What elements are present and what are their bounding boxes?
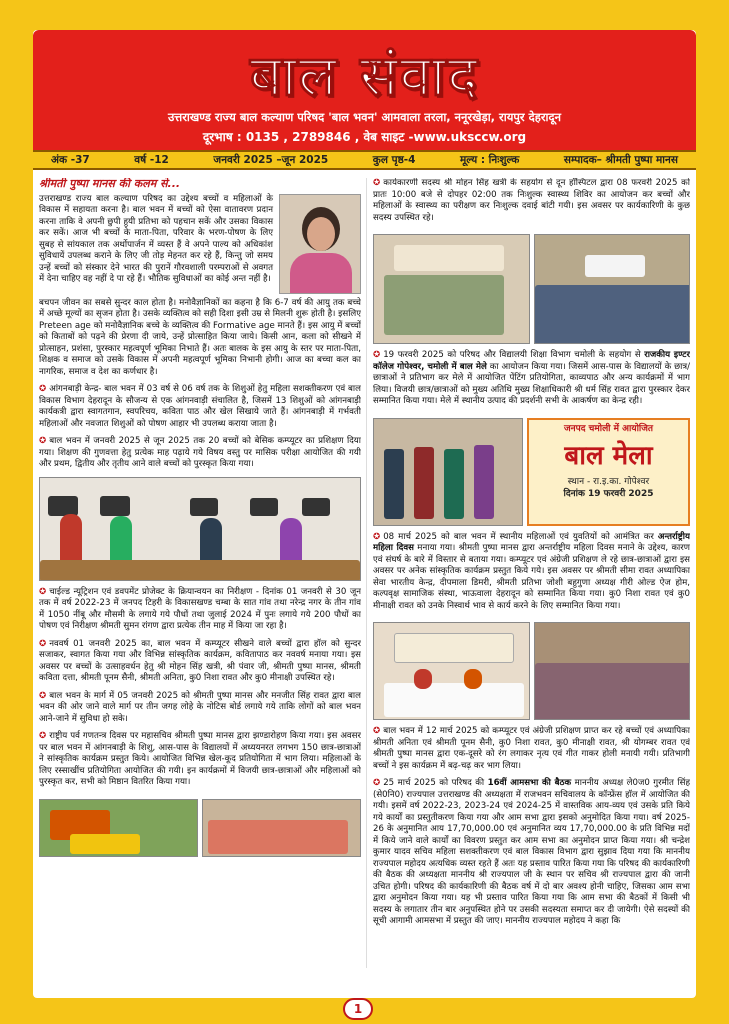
computer-class-photo	[39, 477, 361, 581]
banner-main: बाल मेला	[564, 441, 653, 471]
bullet-icon: ✪	[39, 731, 47, 741]
masthead	[33, 30, 696, 150]
holi-text: बाल भवन में 12 मार्च 2025 को कम्प्यूटर एवं अंग्रेजी प्रशिक्षण प्राप्त कर रहे बच्चों एवं अध्यापिका श्रीमती अनिता एवं श्रीमती पूनम सैनी, कु0 निशा रावत, कु0 मीनाक्षी रावत, श्री योगम्बर रावत एवं श्रीमती पुष्पा मानस द्वारा एक-दूसरे को रंग लगाकर नृत्य एवं गीत गाकर होली मनायी गयी। प्रतिभागी बच्चों ने इस कार्यक्रम में बढ़-चढ़ कर भाग लिया।	[373, 726, 690, 771]
computer-training-text: बाल भवन में जनवरी 2025 से जून 2025 तक 20 बच्चों को बेसिक कम्प्यूटर का प्रशिक्षण दिया गया। शिक्षण की गुणवत्ता हेतु प्रत्येक माह पढ़ाये गये विषय वस्तु पर मासिक परीक्षा आयोजित की गयी और प्रथम, द्वितीय और तृतीय आने वाले बच्चों को पुरस्कृत किया गया।	[39, 436, 361, 469]
banner-title: जनपद चमोली में आयोजित	[563, 423, 654, 434]
nutrition-project-text: चाईल्ड न्यूट्रिशन एवं डवपमेंट प्रोजेक्ट के क्रियान्वयन का निरीक्षण - दिनांक 01 जनवरी से 30 जून तक में वर्ष 2022-23 में जनपद टिहरी के विकासखण्ड चम्बा के सात गांव तथा नरेन्द्र नगर के तीन गांव में 1050 नींबू और मौसमी के लगाये गये पौधों तथा जुलाई 2024 में पुनः लगाये गये 200 पौधों का पोषण एवं निरीक्षण श्रीमती सुमन रांगण द्वारा प्रत्येक तीन माह में किया जा रहा है।	[39, 586, 361, 631]
issue-year: वर्ष -12	[134, 154, 169, 166]
health-camp-text: कार्यकारणी सदस्य श्री मोहन सिंह खत्री के सहयोग से दून हॉस्पिटल द्वारा 08 फरवरी 2025 को प्रातः 10:00 बजे से दोपहर 02:00 तक निःशुल्क स्वास्थ्य शिविर का आयोजन कर बच्चों और महिलाओं के स्वास्थ्य का परीक्षण कर निःशुल्क दवाई बांटी गयी। इस अवसर पर कार्यकारिणी के कुछ सदस्य उपस्थित रहे।	[373, 178, 690, 223]
editor: सम्पादक– श्रीमती पुष्पा मानस	[563, 154, 678, 166]
bullet-icon: ✪	[373, 778, 381, 788]
bal-mela-venue: राजकीय इण्टर कॉलेज गोपेश्वर, चमोली में बाल मेले	[373, 350, 690, 372]
agm-text-2: माननीय अध्यक्ष ले0ज0 गुरमीत सिंह (से0नि0) राज्यपाल उत्तराखण्ड की अध्यक्षता में राजभवन सचिवालय के कॉन्फ्रेंस हॉल में आयोजित की गयी। इसमें वर्ष 2022-23, 2023-24 एवं 2024-25 में वास्तविक आय-व्यय एवं उसके प्रति किये गये कार्यों का प्रस्तुतीकरण किया गया और आम सभा द्वारा इसको अनुमोदित किया गया। वर्ष 2025-26 के अनुमानित आय 17,70,000.00 एवं अनुमानित व्यय 17,70,000.00 के प्रति विभिन्न मदों में किये जाने वाले कार्यों का विवरण प्रस्तुत कर आम सभा का अनुमोदन प्राप्त किया गया। श्री चन्द्रेश कुमार यादव सचिव महिला सशक्तीकरण एवं बाल विकास विभाग द्वारा सुझाव दिया गया कि माननीय राज्यपाल महोदय अत्यधिक व्यस्त रहते हैं अतः यह प्रस्ताव पारित किया गया कि परिषद की कार्यकारिणी की बैठक की अध्यक्षता माननीय श्री राज्यपाल जी के स्थान पर सचिव श्री राज्यपाल द्वारा की जानी उचित होगी। परिषद की कार्यकारिणी की बैठक वर्ष में दो बार अवश्य होनी चाहिए, जिसका आम सभा द्वारा अनुमोदन किया गया। यह भी प्रस्ताव पारित किया गया कि आम सभा की बैठकों में किसी भी सदस्य के लगातार तीन बार अनुपस्थित होने पर उसकी सदस्यता समाप्त कर दी जायेगी। ऐसे सदस्यों की सूची आगामी आमसभा में प्रस्तुत की जाए। माननीय राज्यपाल महोदय ने कहा कि	[373, 778, 690, 926]
bullet-icon: ✪	[39, 586, 47, 597]
republic-day-photo-2	[202, 799, 361, 857]
womens-day-title: अन्तर्राष्ट्रीय महिला दिवस	[373, 531, 690, 553]
bal-mela-text-2: का आयोजन किया गया। जिसमें आस-पास के विद्यालयों के छात्र/छात्राओं ने प्रतिभाग कर मेले में आयोजित पेंटिंग प्रतियोगिता, काव्यपाठ और अन्य कार्यक्रमों में भाग लिया। विजयी छात्र/छात्राओं को मुख्य अतिथि मुख्य शिक्षाधिकारी श्री धर्म सिंह रावत द्वारा पुरस्कार देकर सम्मानित किया गया। मेले में स्थानीय उत्पाद की प्रदर्शनी सभी के आकर्षण का केन्द्र रही।	[373, 361, 690, 406]
banner-venue: स्थान - रा.इ.का. गोपेश्वर	[567, 477, 650, 487]
bullet-icon: ✪	[373, 350, 381, 360]
page-number: 1	[343, 998, 373, 1020]
womens-day-photo-1	[373, 622, 530, 720]
editor-portrait	[279, 194, 361, 294]
bal-mela-photo	[373, 418, 523, 526]
editorial-paragraph-2: बचपन जीवन का सबसे सुन्दर काल होता है। मनोवैज्ञानिकों का कहना है कि 6-7 वर्ष की आयु तक बच्चे में अच्छे मूल्यों का सृजन होता है। उसके व्यक्तित्व को सही दिशा इसी उम्र से मिलनी शुरू होती है। इसलिए Preteen age को मनोवैज्ञानिक बच्चे के व्यक्तित्व की Formative age मानते हैं। इस आयु में बच्चों को किताबों को पढ़ने की प्रेरणा दी जाये, उन्हें प्रोत्साहित किया जाये। किसी आन, कला को सीखने में प्रोत्साहन, प्रशंसा, पुरस्कार महत्वपूर्ण भूमिका निभाते हैं। अतः बालक के इस आयु के स्तर पर माता-पिता, शिक्षक व समाज को उसके विकास में अपनी महत्वपूर्ण भूमिका निभानी होगी। आज का बच्चा कल का नागरिक, समाज व देश का कर्णधार है।	[39, 297, 361, 377]
health-camp-photo-2	[534, 234, 691, 344]
bullet-icon: ✪	[39, 384, 47, 394]
newsletter-page	[33, 30, 696, 998]
bullet-icon: ✪	[39, 436, 47, 446]
editorial-heading: श्रीमती पुष्पा मानस की कलम से...	[39, 178, 181, 190]
issue-info-bar	[33, 150, 696, 170]
republic-day-text: राष्ट्रीय पर्व गणतन्त्र दिवस पर महासचिव श्रीमती पुष्पा मानस द्वारा झण्डारोहण किया गया। इस अवसर पर बाल भवन में आंगनबाड़ी के शिशु, आस-पास के विद्यालयों में अध्ययनरत लगभग 150 छात्र-छात्राओं ने सांस्कृतिक कार्यक्रम प्रस्तुत किये। आयोजित विभिन्न खेल-कूद प्रतियोगिता में भाग लिया। महिलाओं के लिए रस्साखींच प्रतियोगिता आयोजित की गयी। इन कार्यक्रमों में विजयी छात्र-छात्राओं और महिलाओं को पुरस्कृत कर, सभी को मिष्ठान वितरित किया गया।	[39, 731, 361, 787]
price: मूल्य : निःशुल्क	[460, 154, 520, 166]
anganwadi-text: आंगनबाड़ी केन्द्र- बाल भवन में 03 वर्ष से 06 वर्ष तक के शिशुओं हेतु महिला सशक्तीकरण एवं बाल विकास विभाग देहरादून के सौजन्य से एक आंगनवाड़ी संचालित है, जिसमें 13 शिशुओं को आंगनबाड़ी कार्यकत्री द्वारा स्वागतगान, स्वपरिचय, कविता पाठ और खेल सिखाये जाते हैं। आंगनबाड़ी में गर्भवती महिलाओं और नवजात शिशुओं को पोषण आहार भी उपलब्ध कराया जाता है।	[39, 384, 361, 429]
womens-day-photo-2	[534, 622, 691, 720]
bal-mela-banner	[527, 418, 690, 526]
bullet-icon: ✪	[373, 726, 381, 736]
left-column	[39, 178, 361, 968]
bal-mela-text-1: 19 फरवरी 2025 को परिषद और विद्यालयी शिक्षा विभाग चमोली के सहयोग से	[383, 350, 645, 360]
notice-board-text: बाल भवन के मार्ग में 05 जनवरी 2025 को श्रीमती पुष्पा मानस और मनजीत सिंह रावत द्वारा बाल भवन की ओर जाने वाले मार्ग पर तीन जगह लोहे के नोटिस बोर्ड लगाये गये ताकि लोगों को बाल भवन आने-जाने में सुविधा हो सके।	[39, 690, 361, 724]
agm-title: 16वीं आमसभा की बैठक	[487, 778, 572, 788]
organization-line: उत्तराखण्ड राज्य बाल कल्याण परिषद 'बाल भवन' आमवाला तरला, ननूरखेड़ा, रायपुर देहरादून	[167, 110, 562, 124]
contact-line: दूरभाष : 0135 , 2789846 , वेब साइट -www.ukscсw.org	[202, 130, 527, 144]
bullet-icon: ✪	[39, 638, 47, 649]
republic-day-photo-1	[39, 799, 198, 857]
bullet-icon: ✪	[39, 690, 47, 701]
column-divider	[366, 178, 367, 968]
bullet-icon: ✪	[373, 178, 381, 188]
banner-date: दिनांक 19 फरवरी 2025	[563, 488, 654, 499]
health-camp-photo-1	[373, 234, 530, 344]
page-count: कुल पृष्ठ-4	[372, 154, 416, 166]
womens-day-text-2: मनाया गया। श्रीमती पुष्पा मानस द्वारा अन्तर्राष्ट्रीय महिला दिवस मनाने के उद्देश्य, कारण एवं संघर्ष के बारे में विस्तार से बताया गया। कम्प्यूटर एवं अंग्रेजी प्रशिक्षण ले रहे छात्र-छात्राओं द्वारा इस अवसर पर अनेक सांस्कृतिक कार्यक्रम प्रस्तुत किये गये। इस अवसर पर श्रीमती सीमा रावत अध्यापिका सेवा भारतीय केन्द्र, दीपमाला डिमरी, श्रीमती प्रतिभा जोशी बहुगुणा अध्यक्ष गीरी ओल्ड ऐज होम, कल्पवृक्ष सामाजिक संस्था, भाऊवाला देहरादून को सम्मानित किया गया। कु0 निशा रावत एवं कु0 मीनाक्षी रावत को उनके निस्वार्थ भाव से कार्य करने के लिए सम्मानित किया गया।	[373, 543, 690, 611]
issue-number: अंक -37	[51, 154, 90, 166]
new-year-text: नववर्ष 01 जनवरी 2025 का, बाल भवन में कम्प्यूटर सीखने वाले बच्चों द्वारा हॉल को सुन्दर सजाकर, स्वागत किया गया और विभिन्न सांस्कृतिक कार्यक्रम, कवितापाठ कर नववर्ष मनाया गया। इस अवसर पर बच्चों के उत्साहवर्धन हेतु श्री मोहन सिंह खत्री, श्री पंवार जी, श्रीमती पुष्पा मानस, श्रीमती कविता दत्ता, श्रीमती पूनम सैनी, श्रीमती अनिता, कु0 निशा रावत और कु0 मीनाक्षी उपस्थित रहे।	[39, 638, 361, 683]
agm-text-1: 25 मार्च 2025 को परिषद की	[383, 778, 488, 788]
newsletter-title: बाल संवाद	[249, 44, 480, 109]
editorial-paragraph-1: उत्तराखण्ड राज्य बाल कल्याण परिषद का उद्देश्य बच्चों व महिलाओं के विकास में सहायता करना है। बाल भवन में बच्चों को ऐसा वातावरण प्रदान करना ताकि वे अपनी छुपी हुयी प्रतिभा को पहचान सकें और उसका विकास कर सकें। आज भी बच्चों के माता-पिता, परिवार के भरण-पोषण के लिए सुबह से सांयकाल तक अर्थोपार्जन में व्यस्त हैं वे अपने पाल्य को अधिकांश सुविधायें उपलब्ध कराने के लिए जी तोड़ मेहनत कर रहे हैं, किन्तु जो समय उन्हें बच्चों को संस्कार देने भारत की पुरानें गौरवशाली परम्पराओं से अवगत में देना चाहिए वह नहीं दे पा रहे हैं। भौतिक सुविधाओं का कोई अन्त नहीं है।	[39, 193, 273, 284]
bullet-icon: ✪	[373, 531, 381, 542]
womens-day-text-1: 08 मार्च 2025 को बाल भवन में स्थानीय महिलाओं एवं युवतियों को आमंत्रित कर	[383, 531, 658, 542]
issue-period: जनवरी 2025 –जून 2025	[213, 154, 329, 166]
right-column	[373, 178, 690, 968]
